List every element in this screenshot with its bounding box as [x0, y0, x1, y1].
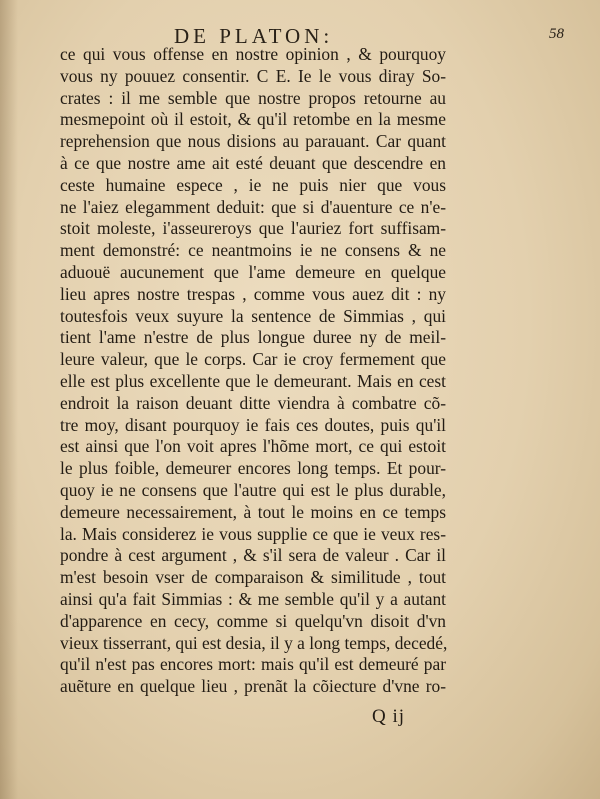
text-line: ainsi qu'a fait Simmias : & me semble qu'il y a autant	[60, 588, 446, 609]
text-line: est ainsi que l'on voit apres l'hõme mort, ce qui estoit	[60, 436, 446, 457]
text-line: stoit moleste, i'asseureroys que l'auriez fort suffisam-	[60, 218, 446, 239]
text-line: d'apparence en cecy, comme si quelqu'vn disoit d'vn	[60, 610, 446, 631]
text-line: ne l'aiez elegamment deduit: que si d'auenture ce n'e-	[60, 196, 446, 217]
text-line: la. Mais considerez ie vous supplie ce que ie veux res-	[60, 523, 446, 544]
text-line: vieux tisserrant, qui est desia, il y a long temps, decedé,	[60, 632, 448, 653]
text-line: le plus foible, demeurer encores long temps. Et pour-	[60, 458, 446, 479]
text-line: tient l'ame n'estre de plus longue duree ny de meil-	[60, 327, 446, 348]
text-line: qu'il n'est pas encores mort: mais qu'il est demeuré par	[60, 654, 446, 675]
body-text	[60, 44, 446, 698]
text-line: à ce que nostre ame ait esté deuant que descendre en	[60, 152, 446, 173]
text-line: demeure necessairement, à tout le moins en ce temps	[60, 501, 446, 522]
signature-mark: Q ij	[372, 706, 406, 727]
text-line: lieu apres nostre trespas , comme vous auez dit : ny	[60, 283, 446, 304]
text-line: vous ny pouuez consentir. C E. Ie le vous diray So-	[60, 65, 446, 86]
text-line: toutesfois veux suyure la sentence de Simmias , qui	[60, 305, 446, 326]
text-line: ment demonstré: ce neantmoins ie ne consens & ne	[60, 240, 446, 261]
text-line: ceste humaine espece , ie ne puis nier que vous	[60, 174, 446, 195]
text-line: m'est besoin vser de comparaison & similitude , tout	[60, 567, 446, 588]
text-line: ce qui vous offense en nostre opinion , & pourquoy	[60, 44, 446, 64]
running-head-title: DE PLATON:	[174, 24, 334, 48]
text-line: quoy ie ne consens que l'autre qui est le plus durable,	[60, 479, 446, 500]
text-line: auẽture en quelque lieu , prenãt la cõiecture d'vne ro-	[60, 676, 446, 697]
text-line: tre moy, disant pourquoy ie fais ces doutes, puis qu'il	[60, 414, 446, 435]
page-number: 58	[549, 26, 564, 42]
text-line: endroit la raison deuant ditte viendra à combatre cõ-	[60, 392, 446, 413]
text-line: reprehension que nous disions au parauant. Car quant	[60, 131, 446, 152]
text-line: aduouë aucunement que l'ame demeure en quelque	[60, 261, 446, 282]
text-line: mesmepoint où il estoit, & qu'il retombe en la mesme	[60, 109, 446, 130]
text-line: leure valeur, que le corps. Car ie croy fermement que	[60, 349, 446, 370]
text-line: pondre à cest argument , & s'il sera de valeur . Car il	[60, 545, 446, 566]
text-line: elle est plus excellente que le demeurant. Mais en cest	[60, 370, 446, 391]
text-line: crates : il me semble que nostre propos retourne au	[60, 87, 446, 108]
